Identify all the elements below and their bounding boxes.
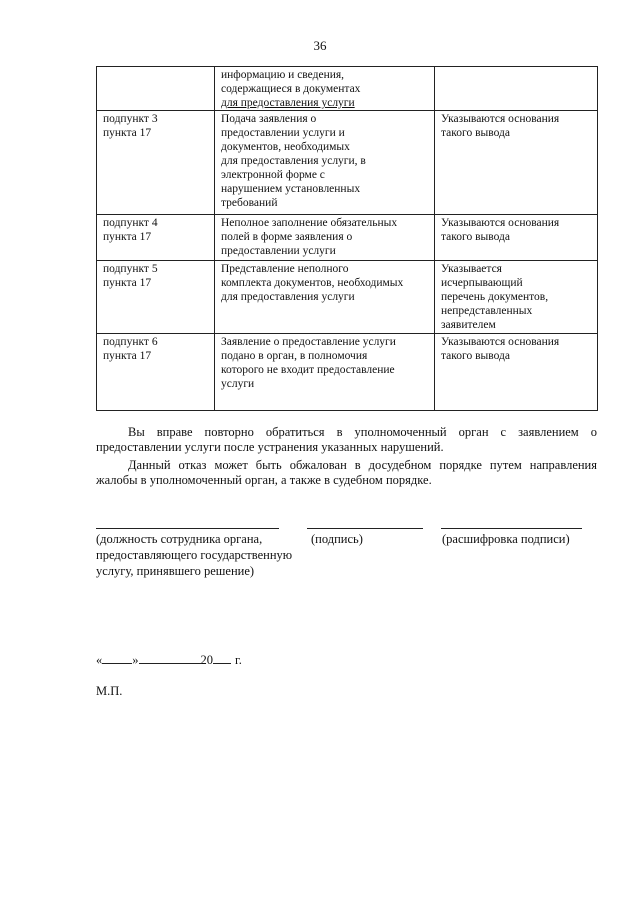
reason-line: информацию и сведения, [221, 69, 345, 81]
month-blank [139, 651, 201, 664]
clause-line: пункта 17 [103, 231, 152, 243]
reason-line: предоставлении услуги [221, 245, 336, 257]
year-prefix: 20 [200, 653, 213, 667]
decoding-signature-line [441, 528, 582, 529]
year-suffix: г. [235, 653, 242, 667]
reason-line: содержащиеся в документах [221, 83, 361, 95]
day-blank [102, 651, 132, 664]
position-signature-line [96, 528, 279, 529]
position-label-line: (должность сотрудника органа, [96, 532, 263, 546]
page-number: 36 [313, 38, 327, 53]
reason-line: Заявление о предоставление услуги [221, 336, 396, 348]
decoding-label: (расшифровка подписи) [442, 532, 570, 546]
paragraph-line: предоставлении услуги после устранения указанных нарушений. [96, 440, 444, 454]
table-body [97, 67, 598, 411]
explanation-cell [435, 261, 598, 334]
position-label [96, 531, 292, 579]
close-quote: » [132, 653, 139, 667]
explanation-cell [435, 334, 598, 411]
explanation-line: Указываются основания [441, 113, 560, 125]
explanation-cell [435, 111, 598, 215]
explanation-line: заявителем [441, 319, 496, 331]
paragraph-line: жалобы в уполномоченный орган, а также в судебном порядке. [96, 473, 432, 487]
explanation-cell [435, 215, 598, 261]
resubmit-paragraph [96, 425, 597, 455]
signature-label: (подпись) [311, 532, 363, 546]
reason-line: Представление неполного [221, 263, 349, 275]
reason-line: электронной форме с [221, 169, 325, 181]
reason-line: комплекта документов, необходимых [221, 277, 404, 289]
reason-cell [215, 334, 435, 411]
reason-cell [215, 67, 435, 111]
clause-cell [97, 67, 215, 111]
clause-line: пункта 17 [103, 277, 152, 289]
clause-line: подпункт 3 [103, 113, 158, 125]
clause-line: подпункт 6 [103, 336, 158, 348]
refusal-reasons-table [96, 66, 598, 411]
explanation-line: исчерпывающий [441, 277, 523, 289]
reason-cell [215, 111, 435, 215]
table-row [97, 111, 598, 215]
clause-cell [97, 111, 215, 215]
position-label-line: услугу, принявшего решение) [96, 564, 255, 578]
year-blank [213, 651, 231, 664]
table-row [97, 334, 598, 411]
date-line [96, 651, 242, 668]
explanation-line: такого вывода [441, 127, 510, 139]
reason-line: Неполное заполнение обязательных [221, 217, 398, 229]
explanation-line: такого вывода [441, 231, 510, 243]
table-row [97, 261, 598, 334]
table-row [97, 215, 598, 261]
explanation-cell [435, 67, 598, 111]
position-label-line: предоставляющего государственную [96, 548, 293, 562]
reason-line: подано в орган, в полномочия [221, 350, 368, 362]
clause-cell [97, 261, 215, 334]
explanation-line: непредставленных [441, 305, 533, 317]
appeal-paragraph [96, 458, 597, 488]
explanation-line: Указываются основания [441, 217, 560, 229]
clause-cell [97, 334, 215, 411]
clause-line: подпункт 5 [103, 263, 158, 275]
stamp-place: М.П. [96, 684, 123, 698]
paragraph-line: Данный отказ может быть обжалован в досудебном порядке путем направления [128, 458, 597, 472]
explanation-line: такого вывода [441, 350, 510, 362]
explanation-line: Указывается [441, 263, 502, 275]
reason-line: требований [221, 197, 278, 209]
table-row [97, 67, 598, 111]
paragraph-line: Вы вправе повторно обратиться в уполномоченный орган с заявлением о [128, 425, 597, 439]
clause-line: подпункт 4 [103, 217, 158, 229]
reason-line: полей в форме заявления о [221, 231, 353, 243]
clause-line: пункта 17 [103, 350, 152, 362]
reason-line: Подача заявления о [221, 113, 317, 125]
reason-cell [215, 261, 435, 334]
reason-line: для предоставления услуги, в [221, 155, 366, 167]
clause-line: пункта 17 [103, 127, 152, 139]
reason-line: которого не входит предоставление [221, 364, 395, 376]
reason-cell [215, 215, 435, 261]
reason-line: нарушением установленных [221, 183, 361, 195]
signature-line [307, 528, 423, 529]
explanation-line: перечень документов, [441, 291, 549, 303]
open-quote: « [96, 653, 103, 667]
reason-line: предоставлении услуги и [221, 127, 345, 139]
explanation-line: Указываются основания [441, 336, 560, 348]
reason-line: документов, необходимых [221, 141, 350, 153]
reason-line: услуги [221, 378, 255, 390]
clause-cell [97, 215, 215, 261]
reason-line: для предоставления услуги [221, 291, 355, 303]
reason-line: для предоставления услуги [221, 97, 355, 109]
